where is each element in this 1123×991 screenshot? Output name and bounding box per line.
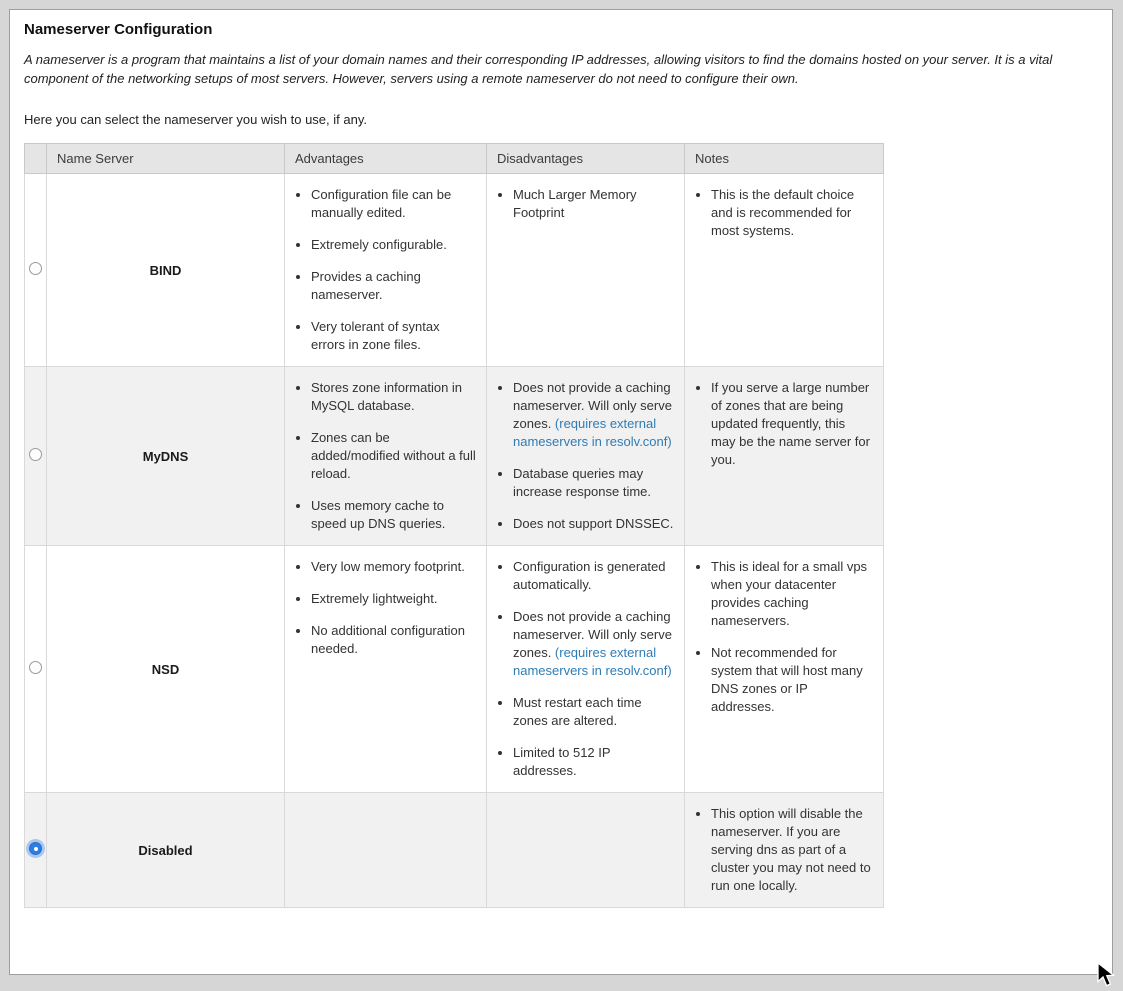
list-item: • Extremely configurable. <box>311 236 476 254</box>
notes-cell <box>685 174 884 367</box>
advantages-list <box>285 379 476 533</box>
disadvantages-list <box>487 558 674 780</box>
advantages-list <box>285 186 476 354</box>
page-title: Nameserver Configuration <box>24 21 213 38</box>
disadvantages-cell <box>487 793 685 908</box>
select-prompt: Here you can select the nameserver you wish to use, if any. <box>24 112 367 127</box>
column-header-advantages: Advantages <box>285 144 487 174</box>
advantages-cell <box>285 367 487 546</box>
radio-column-header <box>25 144 47 174</box>
disadvantages-list <box>487 379 674 533</box>
list-item: • Extremely lightweight. <box>311 590 476 608</box>
advantages-list <box>285 558 476 658</box>
radio-cell <box>25 546 47 793</box>
table-header-row <box>25 144 884 174</box>
resolv-conf-link[interactable]: (requires external nameservers in resolv.conf) <box>513 416 672 449</box>
notes-list <box>685 379 873 469</box>
table-row <box>25 367 884 546</box>
notes-list <box>685 805 873 895</box>
radio-cell <box>25 367 47 546</box>
nameserver-name: MyDNS <box>47 367 285 546</box>
list-item: • Database queries may increase response time. <box>513 465 674 501</box>
nameserver-table <box>24 143 884 908</box>
disadvantages-cell <box>487 174 685 367</box>
disadvantages-cell <box>487 546 685 793</box>
list-item: • Very tolerant of syntax errors in zone files. <box>311 318 476 354</box>
notes-cell <box>685 367 884 546</box>
nameserver-name: NSD <box>47 546 285 793</box>
nameserver-name: BIND <box>47 174 285 367</box>
nameserver-config-panel <box>9 9 1113 975</box>
nameserver-radio-nsd[interactable] <box>29 661 42 674</box>
table-row <box>25 793 884 908</box>
list-item: • Provides a caching nameserver. <box>311 268 476 304</box>
radio-cell <box>25 174 47 367</box>
advantages-cell <box>285 174 487 367</box>
list-item: • Zones can be added/modified without a full reload. <box>311 429 476 483</box>
list-item: • This is ideal for a small vps when your datacenter provides caching nameservers. <box>711 558 873 630</box>
notes-list <box>685 558 873 716</box>
nameserver-radio-disabled[interactable] <box>29 842 42 855</box>
table-row <box>25 174 884 367</box>
radio-cell <box>25 793 47 908</box>
list-item: • Does not provide a caching nameserver. Will only serve zones. (requires external nameservers in resolv.conf) <box>513 379 674 451</box>
nameserver-radio-bind[interactable] <box>29 262 42 275</box>
list-item: • Configuration is generated automatically. <box>513 558 674 594</box>
nameserver-radio-mydns[interactable] <box>29 448 42 461</box>
intro-text: A nameserver is a program that maintains a list of your domain names and their corresponding IP addresses, allowing visitors to find the domains hosted on your server. It is a vital component of the networking setups of most servers. However, servers using a remote nameserver do not need to configure their own. <box>24 52 1053 86</box>
disadvantages-list <box>487 186 674 222</box>
advantages-cell <box>285 546 487 793</box>
list-item: • Stores zone information in MySQL database. <box>311 379 476 415</box>
list-item: • No additional configuration needed. <box>311 622 476 658</box>
list-item: • Not recommended for system that will host many DNS zones or IP addresses. <box>711 644 873 716</box>
list-item: • Much Larger Memory Footprint <box>513 186 674 222</box>
list-item: • This is the default choice and is recommended for most systems. <box>711 186 873 240</box>
list-item: • This option will disable the nameserver. If you are serving dns as part of a cluster you may not need to run one locally. <box>711 805 873 895</box>
column-header-notes: Notes <box>685 144 884 174</box>
resolv-conf-link[interactable]: (requires external nameservers in resolv.conf) <box>513 645 672 678</box>
list-item: • If you serve a large number of zones that are being updated frequently, this may be the name server for you. <box>711 379 873 469</box>
advantages-cell <box>285 793 487 908</box>
notes-cell <box>685 793 884 908</box>
list-item: • Does not support DNSSEC. <box>513 515 674 533</box>
list-item: • Uses memory cache to speed up DNS queries. <box>311 497 476 533</box>
column-header-disadvantages: Disadvantages <box>487 144 685 174</box>
nameserver-name: Disabled <box>47 793 285 908</box>
notes-cell <box>685 546 884 793</box>
list-item: • Limited to 512 IP addresses. <box>513 744 674 780</box>
list-item: • Configuration file can be manually edited. <box>311 186 476 222</box>
disadvantages-cell <box>487 367 685 546</box>
list-item: • Very low memory footprint. <box>311 558 476 576</box>
list-item: • Does not provide a caching nameserver. Will only serve zones. (requires external nameservers in resolv.conf) <box>513 608 674 680</box>
column-header-name-server: Name Server <box>47 144 285 174</box>
list-item: • Must restart each time zones are altered. <box>513 694 674 730</box>
notes-list <box>685 186 873 240</box>
table-row <box>25 546 884 793</box>
